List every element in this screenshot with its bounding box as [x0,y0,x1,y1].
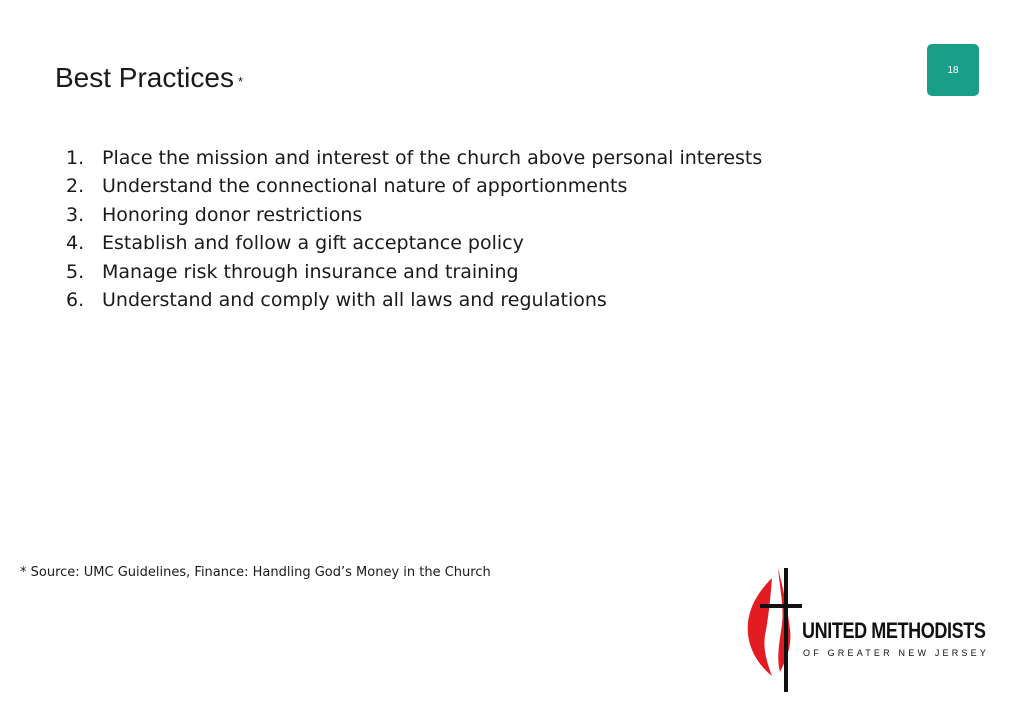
list-item-number: 2. [66,175,85,198]
list-item-text: Understand the connectional nature of apportionments [102,175,628,198]
slide-title-text: Best Practices [55,62,234,93]
list-item [66,286,762,314]
list-item [66,258,762,286]
list-item-text: Understand and comply with all laws and regulations [102,289,607,312]
title-asterisk: * [237,74,244,89]
list-item [66,201,762,229]
page-number-badge [927,44,979,96]
list-item-number: 1. [66,147,85,169]
list-item-text: Honoring donor restrictions [102,203,363,226]
list-item-text: Place the mission and interest of the church above personal interests [102,147,763,169]
logo-tagline: OF GREATER NEW JERSEY [803,648,990,658]
list-item-number: 4. [66,232,85,255]
best-practices-list [66,144,762,314]
list-item-text: Establish and follow a gift acceptance policy [102,232,524,255]
source-footnote: * Source: UMC Guidelines, Finance: Handling God’s Money in the Church [20,565,491,580]
cross-and-flame-icon [742,560,802,695]
slide-title [55,60,243,96]
list-item-number: 6. [66,289,85,312]
list-item [66,172,762,200]
list-item [66,144,762,172]
list-item-number: 5. [66,260,85,283]
logo-org-name: UNITED METHODISTS [802,618,986,643]
list-item-number: 3. [66,203,85,226]
list-item-text: Manage risk through insurance and training [102,260,519,283]
page-number: 18 [947,65,959,76]
list-item [66,229,762,257]
umc-logo [742,560,990,695]
